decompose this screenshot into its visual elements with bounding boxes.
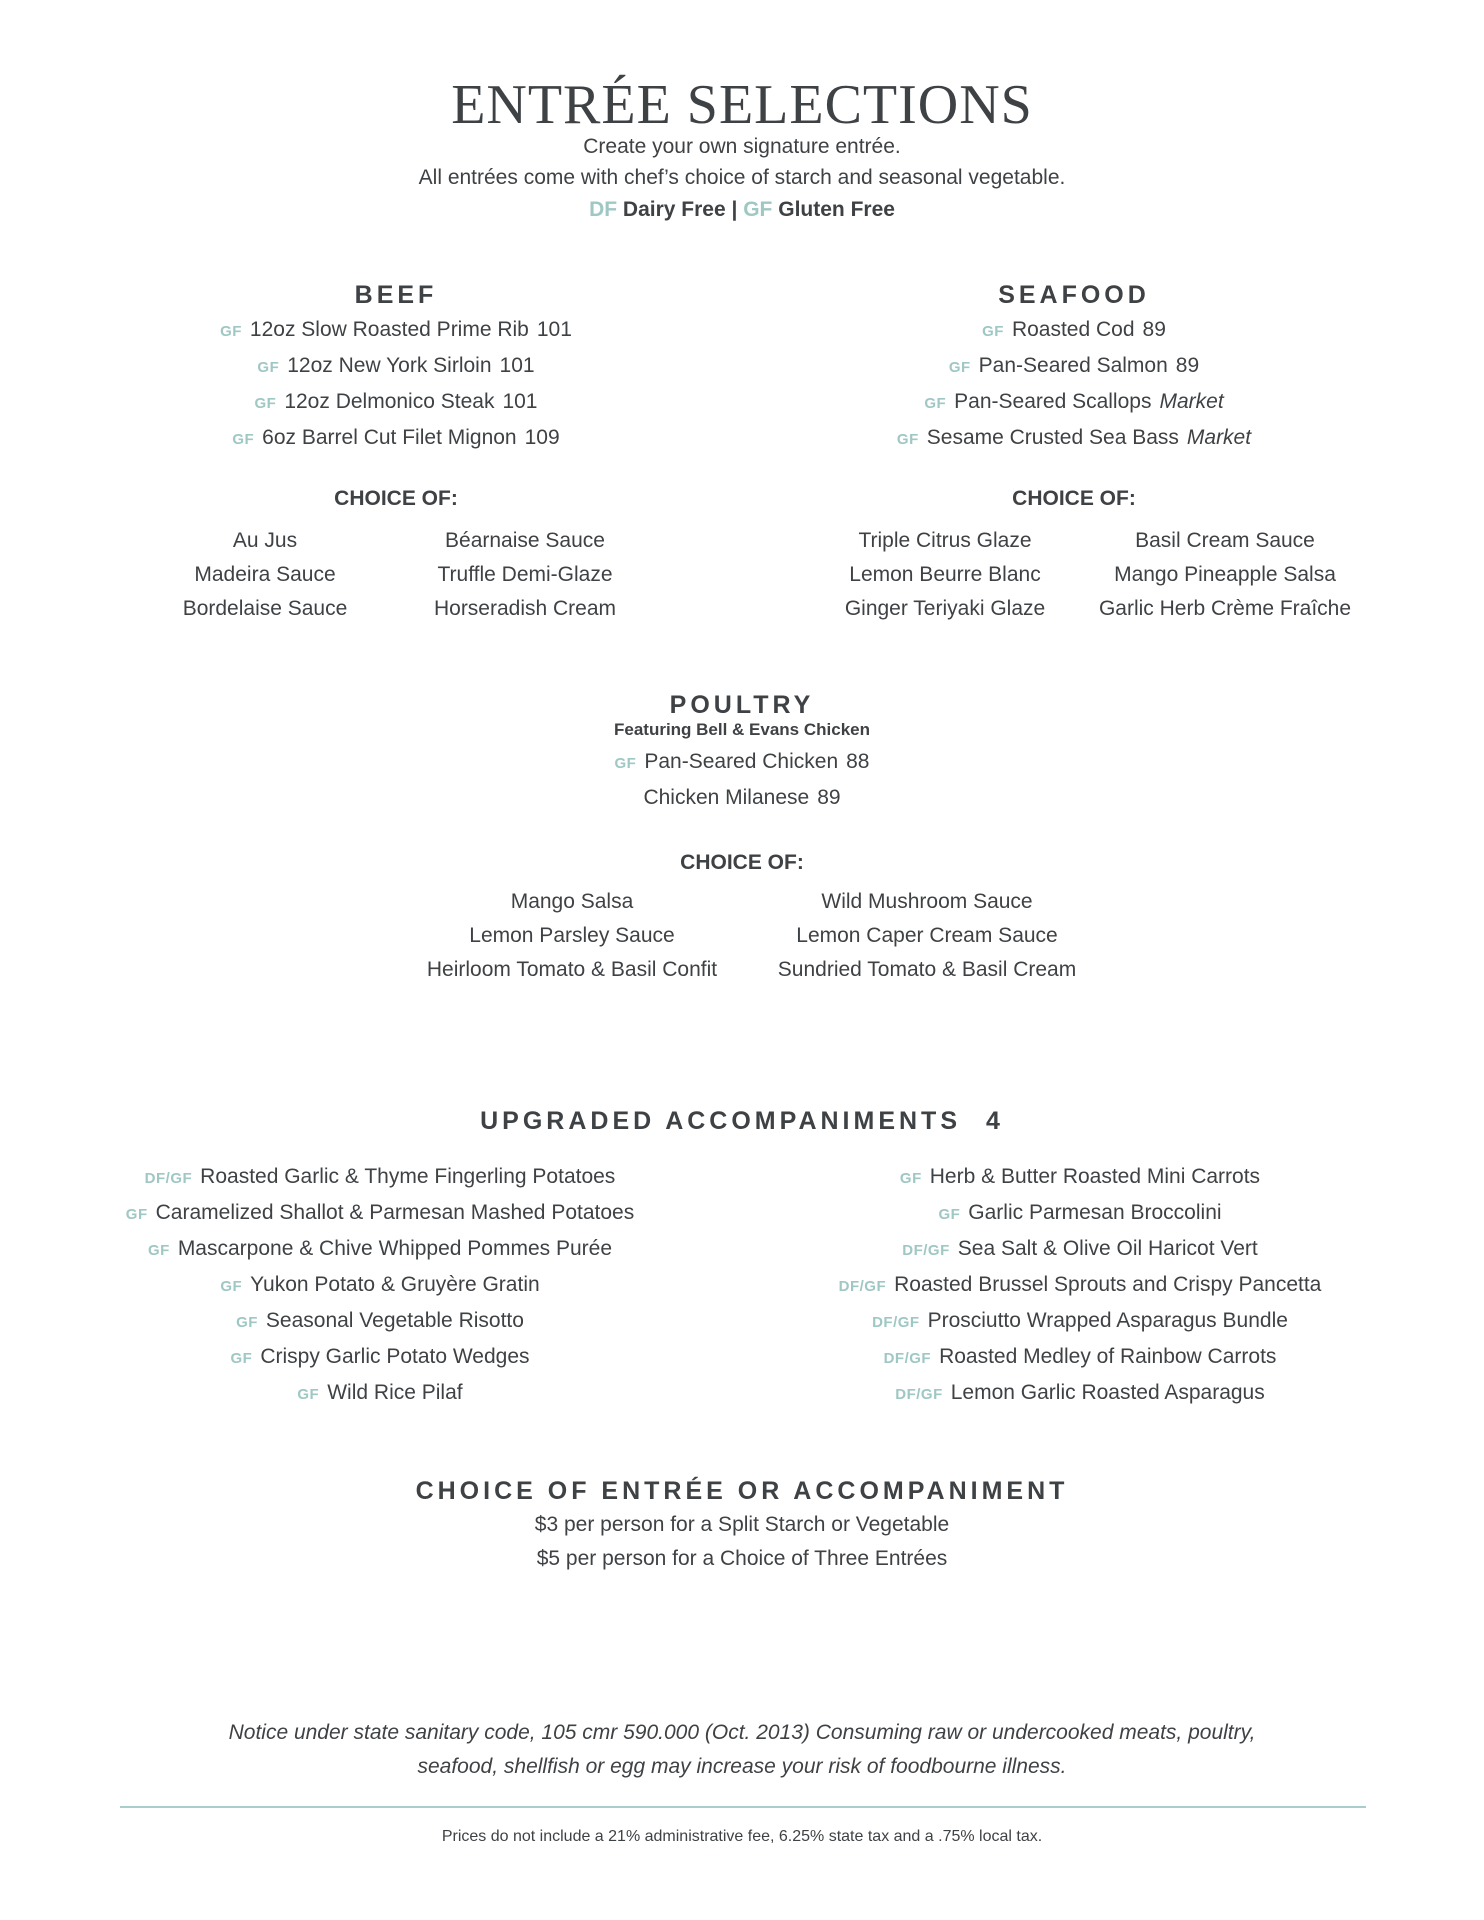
diet-tag: DF/GF: [883, 1350, 932, 1367]
poultry-items: [0, 745, 1484, 815]
diet-tag: GF: [125, 1206, 148, 1223]
gf-tag: GF: [982, 323, 1004, 340]
list-item: [120, 1304, 640, 1340]
beef-sauces-left: [140, 524, 390, 626]
gf-tag: GF: [257, 359, 280, 376]
list-item: [820, 1376, 1340, 1412]
beef-heading: BEEF: [354, 281, 438, 309]
list-item: [820, 1160, 1340, 1196]
df-label: Dairy Free: [622, 198, 726, 221]
choice-section-line-1: $3 per person for a Split Starch or Vegetable: [534, 1513, 950, 1536]
sauce-item: Madeira Sauce: [194, 563, 336, 586]
df-tag: DF: [589, 198, 618, 221]
item-name: 12oz New York Sirloin: [287, 354, 492, 377]
item-name: Garlic Parmesan Broccolini: [968, 1201, 1222, 1224]
diet-tag: GF: [220, 1278, 243, 1295]
gf-tag: GF: [924, 395, 947, 412]
legend-separator: |: [731, 198, 738, 221]
menu-item: [0, 781, 1484, 815]
gf-tag: GF: [220, 323, 242, 340]
item-name: Sea Salt & Olive Oil Haricot Vert: [957, 1237, 1258, 1260]
item-name: 12oz Delmonico Steak: [284, 390, 495, 413]
diet-tag: GF: [147, 1242, 170, 1259]
list-item: [120, 1376, 640, 1412]
menu-item: [150, 349, 642, 385]
seafood-heading: SEAFOOD: [998, 281, 1150, 309]
list-item: [120, 1160, 640, 1196]
fine-print: Prices do not include a 21% administrative fee, 6.25% state tax and a .75% local tax.: [441, 1828, 1043, 1845]
subtitle-line-1: Create your own signature entrée.: [583, 135, 901, 158]
sauce-item: Heirloom Tomato & Basil Confit: [426, 958, 718, 981]
item-price: Market: [1159, 390, 1224, 413]
item-name: Prosciutto Wrapped Asparagus Bundle: [927, 1309, 1288, 1332]
sauce-item: Horseradish Cream: [433, 597, 617, 620]
item-price: 101: [502, 390, 538, 413]
poultry-choice-label: CHOICE OF:: [680, 851, 804, 874]
diet-tag: DF/GF: [144, 1170, 193, 1187]
item-price: 101: [499, 354, 535, 377]
sauce-item: Au Jus: [232, 529, 298, 552]
footer-divider: [120, 1806, 1366, 1808]
item-price: 109: [524, 426, 560, 449]
list-item: [820, 1196, 1340, 1232]
item-name: Roasted Brussel Sprouts and Crispy Pancetta: [894, 1273, 1322, 1296]
accompaniments-title: UPGRADED ACCOMPANIMENTS: [480, 1107, 962, 1135]
item-name: Chicken Milanese: [643, 786, 810, 809]
item-name: Pan-Seared Chicken: [644, 750, 839, 773]
diet-tag: GF: [938, 1206, 961, 1223]
diet-tag: DF/GF: [838, 1278, 887, 1295]
accompaniments-right: [820, 1160, 1340, 1412]
accompaniments-heading: [0, 1106, 1484, 1136]
item-price: 89: [1175, 354, 1200, 377]
list-item: [120, 1196, 640, 1232]
gf-tag: GF: [614, 755, 637, 772]
sauce-item: Bordelaise Sauce: [182, 597, 348, 620]
item-price: 88: [846, 750, 870, 773]
item-name: Herb & Butter Roasted Mini Carrots: [929, 1165, 1261, 1188]
item-name: Lemon Garlic Roasted Asparagus: [950, 1381, 1265, 1404]
sauce-item: Truffle Demi-Glaze: [437, 563, 613, 586]
menu-item: [828, 349, 1320, 385]
sauce-item: Sundried Tomato & Basil Cream: [777, 958, 1077, 981]
item-name: Seasonal Vegetable Risotto: [265, 1309, 524, 1332]
item-name: Pan-Seared Scallops: [954, 390, 1152, 413]
gf-tag: GF: [896, 431, 919, 448]
accompaniments-price: 4: [985, 1107, 1004, 1135]
list-item: [820, 1340, 1340, 1376]
item-name: Mascarpone & Chive Whipped Pommes Purée: [177, 1237, 613, 1260]
menu-item: [0, 745, 1484, 781]
list-item: [120, 1268, 640, 1304]
item-price: 101: [536, 318, 572, 341]
diet-tag: DF/GF: [902, 1242, 950, 1259]
diet-tag: DF/GF: [872, 1314, 920, 1331]
beef-items: [150, 313, 642, 457]
sauce-item: Mango Pineapple Salsa: [1114, 563, 1336, 586]
menu-item: [150, 421, 642, 457]
page-title: ENTRÉE SELECTIONS: [451, 74, 1033, 136]
notice-line-2: seafood, shellfish or egg may increase your risk of foodbourne illness.: [417, 1755, 1067, 1778]
poultry-featuring: Featuring Bell & Evans Chicken: [613, 720, 870, 739]
item-price: Market: [1186, 426, 1252, 449]
sauce-item: Wild Mushroom Sauce: [821, 890, 1033, 913]
seafood-items: [828, 313, 1320, 457]
seafood-choice-label: CHOICE OF:: [1012, 487, 1136, 510]
item-name: Roasted Medley of Rainbow Carrots: [939, 1345, 1277, 1368]
diet-legend: [0, 196, 1484, 224]
beef-choice-label: CHOICE OF:: [334, 487, 458, 510]
item-name: 6oz Barrel Cut Filet Mignon: [262, 426, 517, 449]
item-name: Roasted Cod: [1011, 318, 1135, 341]
subtitle-line-2: All entrées come with chef’s choice of starch and seasonal vegetable.: [418, 166, 1066, 189]
list-item: [820, 1268, 1340, 1304]
poultry-sauces-right: [762, 885, 1092, 987]
item-name: Crispy Garlic Potato Wedges: [260, 1345, 530, 1368]
diet-tag: GF: [230, 1350, 253, 1367]
gf-tag: GF: [743, 198, 773, 221]
sauce-item: Béarnaise Sauce: [445, 529, 605, 552]
notice-line-1: Notice under state sanitary code, 105 cmr 590.000 (Oct. 2013) Consuming raw or undercooked meats, poultry,: [228, 1721, 1256, 1744]
poultry-heading: POULTRY: [669, 691, 815, 719]
gf-tag: GF: [948, 359, 971, 376]
item-name: Yukon Potato & Gruyère Gratin: [250, 1273, 540, 1296]
sauce-item: Ginger Teriyaki Glaze: [844, 597, 1046, 620]
item-name: Wild Rice Pilaf: [327, 1381, 463, 1404]
sauce-item: Lemon Beurre Blanc: [849, 563, 1041, 586]
choice-section-heading: CHOICE OF ENTRÉE OR ACCOMPANIMENT: [415, 1477, 1069, 1505]
accompaniments-left: [120, 1160, 640, 1412]
gf-tag: GF: [254, 395, 277, 412]
sauce-item: Lemon Parsley Sauce: [469, 924, 675, 947]
menu-item: [150, 313, 642, 349]
list-item: [820, 1304, 1340, 1340]
sauce-item: Triple Citrus Glaze: [858, 529, 1032, 552]
menu-item: [150, 385, 642, 421]
item-name: Roasted Garlic & Thyme Fingerling Potatoes: [200, 1165, 616, 1188]
menu-item: [828, 421, 1320, 457]
gf-tag: GF: [232, 431, 255, 448]
list-item: [120, 1340, 640, 1376]
diet-tag: DF/GF: [895, 1386, 943, 1403]
item-name: Sesame Crusted Sea Bass: [926, 426, 1179, 449]
sauce-item: Basil Cream Sauce: [1135, 529, 1315, 552]
menu-item: [828, 385, 1320, 421]
diet-tag: GF: [236, 1314, 258, 1331]
choice-section-line-2: $5 per person for a Choice of Three Entrées: [536, 1547, 948, 1570]
poultry-sauces-left: [412, 885, 732, 987]
item-price: 89: [1142, 318, 1166, 341]
diet-tag: GF: [899, 1170, 922, 1187]
menu-item: [828, 313, 1320, 349]
gf-label: Gluten Free: [778, 198, 895, 221]
sauce-item: Lemon Caper Cream Sauce: [796, 924, 1058, 947]
item-name: Caramelized Shallot & Parmesan Mashed Potatoes: [155, 1201, 635, 1224]
list-item: [820, 1232, 1340, 1268]
item-name: Pan-Seared Salmon: [978, 354, 1168, 377]
sauce-item: Garlic Herb Crème Fraîche: [1098, 597, 1352, 620]
seafood-sauces-right: [1070, 524, 1380, 626]
item-price: 89: [817, 786, 841, 809]
diet-tag: GF: [297, 1386, 320, 1403]
sauce-item: Mango Salsa: [510, 890, 634, 913]
beef-sauces-right: [400, 524, 650, 626]
item-name: 12oz Slow Roasted Prime Rib: [249, 318, 529, 341]
seafood-sauces-left: [810, 524, 1080, 626]
list-item: [120, 1232, 640, 1268]
